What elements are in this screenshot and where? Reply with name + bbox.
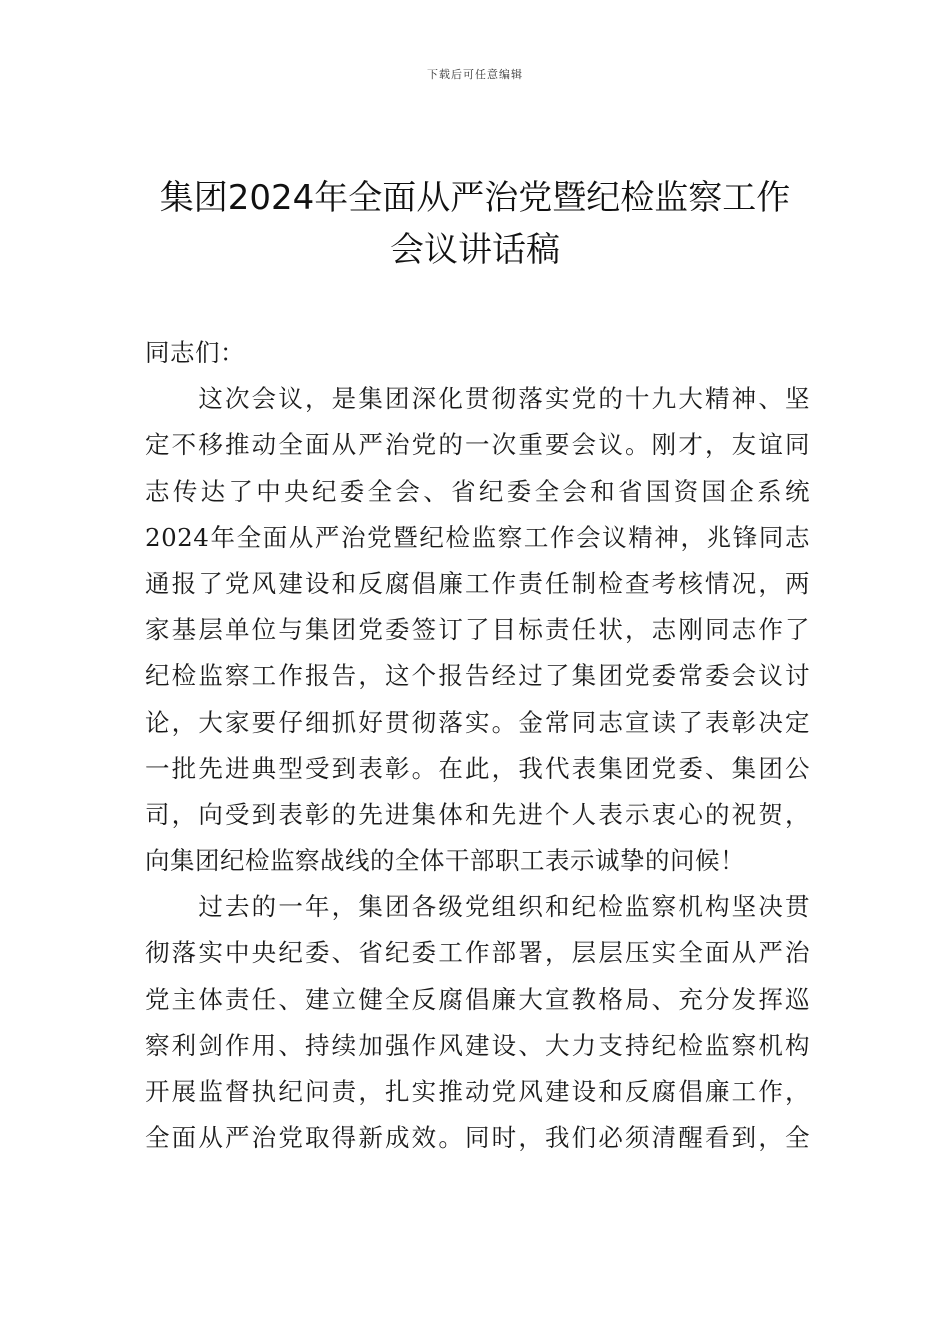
text-line: 向集团纪检监察战线的全体干部职工表示诚挚的问候！ bbox=[145, 846, 745, 876]
paragraph bbox=[145, 884, 810, 1161]
text-line: 过去的一年，集团各级党组织和纪检监察机构坚决贯 bbox=[145, 892, 810, 922]
header-note: 下载后可任意编辑 bbox=[427, 68, 523, 81]
text-line: 家基层单位与集团党委签订了目标责任状，志刚同志作了 bbox=[145, 615, 810, 645]
text-line: 志传达了中央纪委全会、省纪委全会和省国资国企系统 bbox=[145, 476, 810, 506]
text-line: 彻落实中央纪委、省纪委工作部署，层层压实全面从严治 bbox=[145, 938, 810, 968]
text-line: 党主体责任、建立健全反腐倡廉大宣教格局、充分发挥巡 bbox=[145, 984, 810, 1014]
text-line: 开展监督执纪问责，扎实推动党风建设和反腐倡廉工作， bbox=[145, 1077, 810, 1106]
text-line: 论，大家要仔细抓好贯彻落实。金常同志宣读了表彰决定 bbox=[145, 707, 810, 737]
text-line: 纪检监察工作报告，这个报告经过了集团党委常委会议讨 bbox=[145, 661, 810, 691]
text-line: 一批先进典型受到表彰。在此，我代表集团党委、集团公 bbox=[145, 753, 810, 783]
text-line: 通报了党风建设和反腐倡廉工作责任制检查考核情况，两 bbox=[145, 568, 810, 598]
document-title bbox=[120, 172, 830, 276]
title-line: 会议讲话稿 bbox=[390, 230, 560, 270]
text-line: 察利剑作用、持续加强作风建设、大力支持纪检监察机构 bbox=[145, 1030, 810, 1060]
title-line: 集团2024年全面从严治党暨纪检监察工作 bbox=[159, 178, 791, 218]
document-body bbox=[145, 330, 810, 1161]
text-line: 全面从严治党取得新成效。同时，我们必须清醒看到，全 bbox=[145, 1123, 810, 1153]
paragraph bbox=[145, 376, 810, 884]
text-line: 2024年全面从严治党暨纪检监察工作会议精神，兆锋同志 bbox=[145, 522, 810, 552]
text-line: 这次会议，是集团深化贯彻落实党的十九大精神、坚 bbox=[145, 384, 810, 414]
salutation: 同志们： bbox=[145, 338, 245, 367]
text-line: 定不移推动全面从严治党的一次重要会议。刚才，友谊同 bbox=[145, 430, 810, 460]
text-line: 司，向受到表彰的先进集体和先进个人表示衷心的祝贺， bbox=[145, 799, 810, 829]
